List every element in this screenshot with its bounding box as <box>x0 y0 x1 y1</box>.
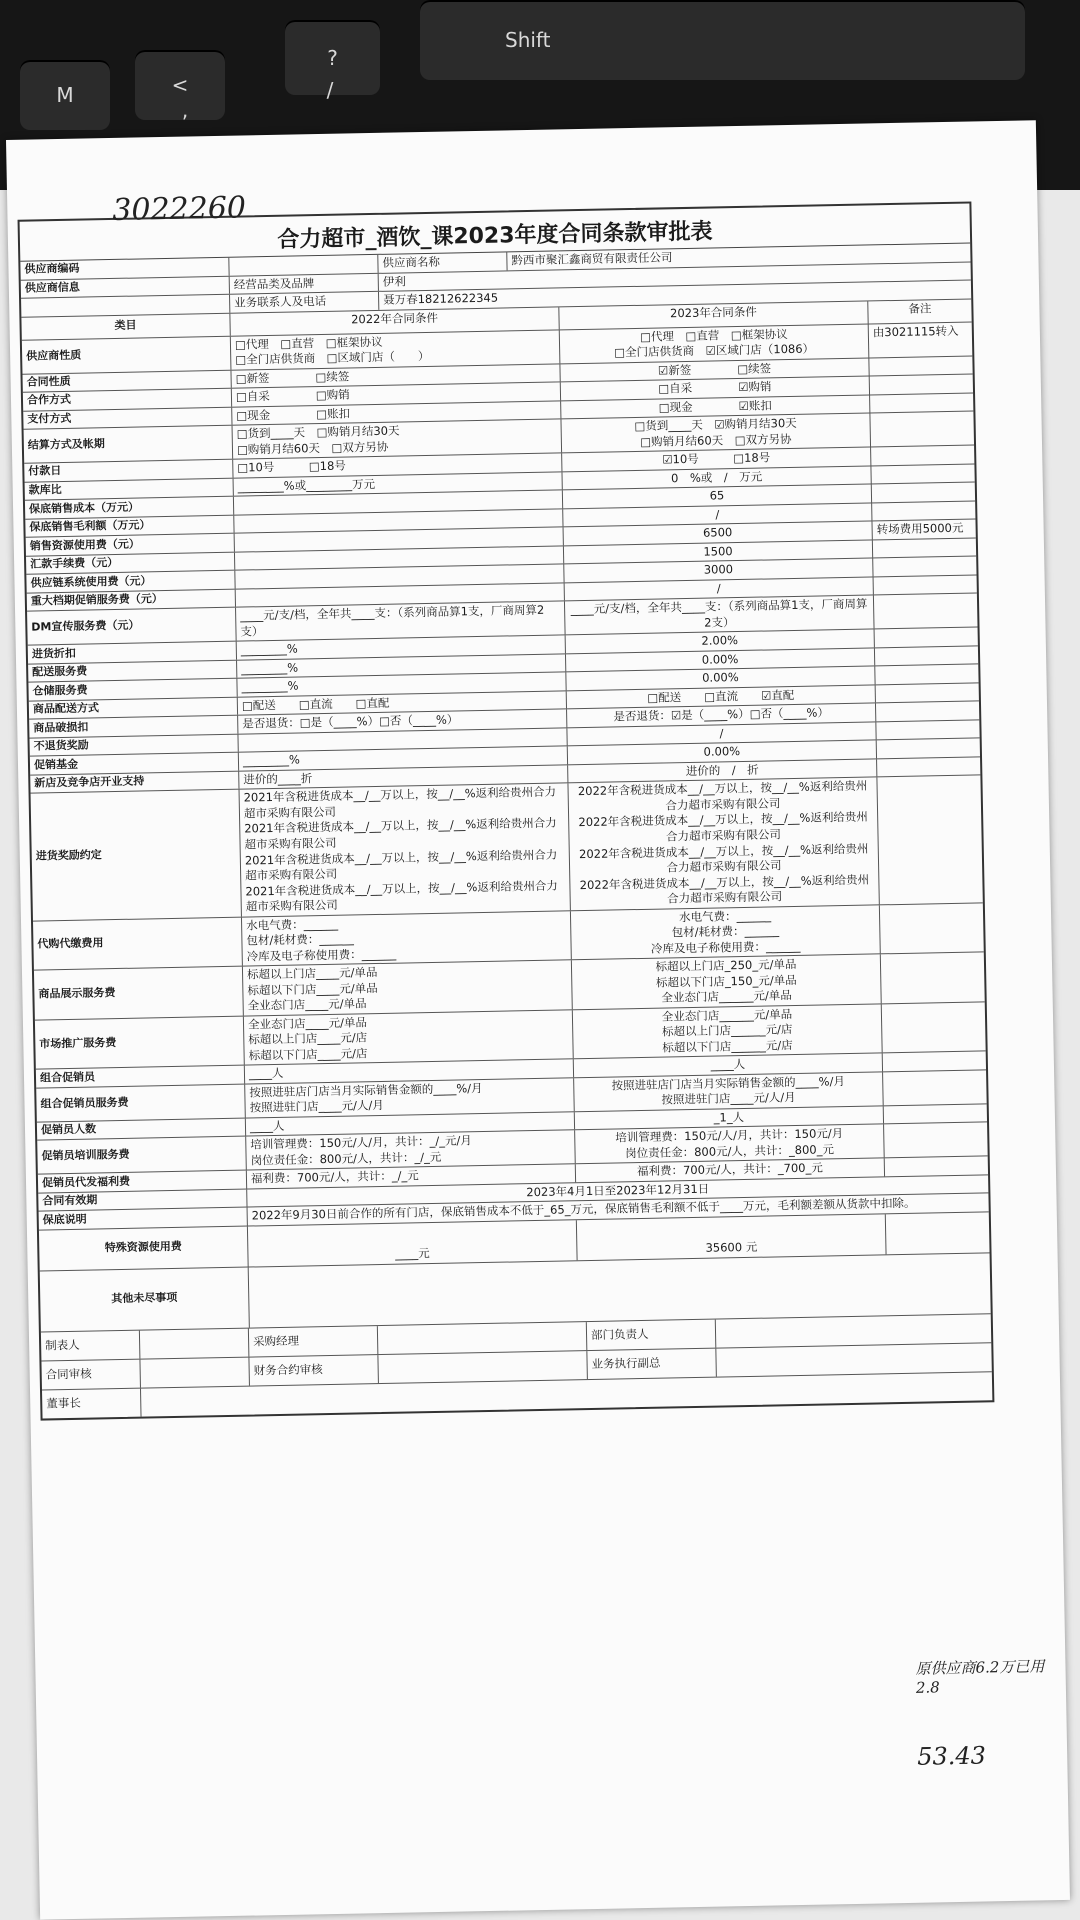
term-2022: 全业态门店____元/单品 标超以上门店____元/店 标超以下门店____元/店 <box>244 1010 574 1065</box>
term-note <box>884 1123 988 1158</box>
term-2023: □现金 ☑账扣 <box>561 395 870 418</box>
term-label: 合同性质 <box>23 370 232 392</box>
term-2023: ____人 <box>574 1054 883 1077</box>
term-2022: 按照进驻店门店当月实际销售金额的____%/月 按照进驻门店____元/人/月 <box>245 1078 575 1117</box>
term-2023: 进价的 / 折 <box>568 759 877 782</box>
term-label: 商品展示服务费 <box>34 967 244 1020</box>
term-note <box>874 594 978 629</box>
term-label: 组合促销员 <box>36 1066 245 1088</box>
term-label: 仓储服务费 <box>28 679 237 701</box>
purchase-mgr-signature <box>378 1322 587 1354</box>
header-note: 备注 <box>908 300 932 316</box>
term-2023: □货到____天 ☑购销月结30天 □购销月结60天 □双方另协 <box>561 414 871 453</box>
term-2022: □货到____天 □购销月结30天 □购销月结60天 □双方另协 <box>233 420 563 459</box>
term-label: 款库比 <box>25 478 234 500</box>
contact-value: 聂万春18212622345 <box>383 290 499 307</box>
key-shift: Shift <box>420 0 1025 80</box>
term-2022: □10号 □18号 <box>233 454 562 478</box>
maker-signature <box>140 1328 250 1358</box>
term-2022: 水电气费：______ 包材/耗材费：______ 冷库及电子称使用费：______ <box>242 911 572 966</box>
term-2023: 0.00% <box>568 741 877 764</box>
term-label: 保底销售成本（万元） <box>25 497 234 519</box>
term-2022: □现金 □账扣 <box>232 401 561 425</box>
key-slash: / <box>326 78 334 102</box>
term-label: 促销员人数 <box>37 1118 246 1140</box>
key-comma: , <box>181 98 189 122</box>
term-2023: □自采 ☑购销 <box>561 377 870 400</box>
chairman-label: 董事长 <box>42 1388 142 1418</box>
term-note <box>875 646 978 665</box>
special-fee-2023: 35600 元 <box>577 1214 887 1260</box>
term-2023: 6500 <box>564 522 873 545</box>
term-note <box>875 665 978 684</box>
term-note <box>885 1157 988 1176</box>
header-2022: 2022年合同条件 <box>230 307 559 335</box>
contact-label: 业务联系人及电话 <box>230 292 379 312</box>
term-label: 汇款手续费（元） <box>26 552 235 574</box>
term-note <box>873 538 976 557</box>
header-2023: 2023年合同条件 <box>559 301 868 329</box>
term-label: 结算方式及帐期 <box>24 426 234 463</box>
brand-value: 伊利 <box>382 273 406 289</box>
term-label: 促销员代发福利费 <box>38 1171 247 1193</box>
supplier-code-value-cell <box>229 255 378 275</box>
term-label: 新店及竞争店开业支持 <box>30 772 239 794</box>
term-label: 供应链系统使用费（元） <box>26 571 235 593</box>
term-2023: 0.00% <box>566 648 875 671</box>
term-note <box>877 776 982 904</box>
term-2022: ________% <box>237 636 566 660</box>
term-2022: □配送 □直流 □直配 <box>238 691 567 715</box>
term-2023: / <box>567 722 876 745</box>
term-2023: □代理 □直营 □框架协议 □全门店供货商 ☑区域门店（1086） <box>560 324 870 363</box>
term-2022: 是否退货：□是（____%）□否（____%） <box>238 710 567 734</box>
term-note <box>876 720 979 739</box>
term-2023: ____元/支/档，全年共____支：（系列商品算1支，厂商周算2支） <box>565 596 875 635</box>
dept-head-signature <box>716 1314 991 1347</box>
term-2023: 2.00% <box>566 630 875 653</box>
term-2022: ____人 <box>246 1112 575 1136</box>
term-note <box>882 1002 986 1053</box>
special-fee-note <box>886 1212 990 1254</box>
term-note <box>881 952 985 1003</box>
term-note <box>883 1052 986 1071</box>
term-note <box>871 464 974 483</box>
term-note: 转场费用5000元 <box>876 520 964 537</box>
term-label: 促销基金 <box>30 753 239 775</box>
term-label: 进货折扣 <box>28 642 237 664</box>
term-2023: 2022年含税进货成本__/__万以上，按__/__%返利给贵州合力超市采购有限公司 2022年含税进货成本__/__万以上，按__/__%返利给贵州合力超市采购有限公司 2022年含税进货成本__/__万以上，按__/__%返利给贵州合力超市采购有限公司 2022年含税进货成本__/__万以上，按__/__%返利给贵州合力超市采购有限公司 <box>568 778 879 910</box>
purchase-mgr-label: 采购经理 <box>249 1326 379 1356</box>
term-label: 保底销售毛利额（万元） <box>25 515 234 537</box>
term-label: 销售资源使用费（元） <box>26 534 235 556</box>
handwritten-amount: 53.43 <box>916 1741 987 1771</box>
approval-form <box>18 201 995 1420</box>
term-note <box>869 356 972 375</box>
key-lt: < <box>135 50 225 120</box>
term-2022: ____人 <box>245 1059 574 1083</box>
supplier-name-value: 黔西市聚汇鑫商贸有限责任公司 <box>511 250 673 268</box>
term-2022: ____元/支/档，全年共____支：（系列商品算1支，厂商周算2支） <box>236 602 566 641</box>
special-fee-2022: ____元 <box>248 1220 578 1266</box>
supplier-name-label: 供应商名称 <box>378 252 507 272</box>
term-2023: / <box>563 503 872 526</box>
term-2023: 0.00% <box>566 667 875 690</box>
handwritten-supplier-code: 3022260 <box>112 190 247 228</box>
term-label: 促销员培训服务费 <box>37 1137 247 1174</box>
term-label: 代购代缴费用 <box>33 917 243 970</box>
key-question: ? <box>285 20 380 95</box>
handwritten-balance-note: 原供应商6.2万已用2.8 <box>915 1657 1045 1697</box>
term-label: 不退货奖励 <box>29 735 238 757</box>
finance-signature <box>378 1351 587 1383</box>
term-2023: 3000 <box>564 559 873 582</box>
term-label: 商品配送方式 <box>29 698 238 720</box>
term-2023: 1500 <box>564 540 873 563</box>
form-title: 合力超市_酒饮_课2023年度合同条款审批表 <box>20 204 971 262</box>
brand-label: 经营品类及品牌 <box>230 273 379 293</box>
term-label: 付款日 <box>24 460 233 482</box>
term-note <box>876 683 979 702</box>
supplier-info-label: 供应商信息 <box>21 276 230 298</box>
term-2022: 进价的____折 <box>239 765 568 789</box>
term-2023: 福利费：700元/人，共计：_700_元 <box>576 1159 885 1182</box>
term-2022: □自采 □购销 <box>232 382 561 406</box>
guarantee-label: 保底说明 <box>39 1208 248 1230</box>
term-2023: 标超以上门店_250_元/单品 标超以下门店_150_元/单品 全业态门店______元/单品 <box>572 954 882 1008</box>
term-2023: ☑10号 □18号 <box>562 448 871 471</box>
term-note <box>880 903 984 954</box>
guarantee-value: 2022年9月30日前合作的所有门店，保底销售成本不低于_65_万元，保底销售毛利额不低于____万元，毛利额差额从货款中扣除。 <box>251 1196 916 1223</box>
term-2022: ________%或________万元 <box>234 472 563 496</box>
term-label: 支付方式 <box>23 407 232 429</box>
term-label: 配送服务费 <box>28 660 237 682</box>
term-note <box>876 702 979 721</box>
term-2022: 培训管理费：150元/人/月，共计：_/_元/月 岗位责任金：800元/人，共计：_/_元 <box>246 1131 576 1170</box>
term-2023: 水电气费：______ 包材/耗材费：______ 冷库及电子称使用费：______ <box>571 905 881 959</box>
term-2022: 2021年含税进货成本__/__万以上，按__/__%返利给贵州合力超市采购有限公司 2021年含税进货成本__/__万以上，按__/__%返利给贵州合力超市采购有限公司 2021年含税进货成本__/__万以上，按__/__%返利给贵州合力超市采购有限公司 2021年含税进货成本__/__万以上，按__/__%返利给贵州合力超市采购有限公司 <box>240 784 571 916</box>
term-2022: ________% <box>237 673 566 697</box>
vp-signature <box>716 1343 991 1376</box>
finance-label: 财务合约审核 <box>249 1355 379 1385</box>
term-note <box>870 375 973 394</box>
term-note <box>875 628 978 647</box>
term-note <box>870 393 973 412</box>
term-note <box>884 1104 987 1123</box>
term-2023: □配送 □直流 ☑直配 <box>567 685 876 708</box>
term-2022: □新签 □续签 <box>231 364 560 388</box>
term-2022: 标超以上门店____元/单品 标超以下门店____元/单品 全业态门店____元/单品 <box>243 960 573 1015</box>
term-note <box>872 483 975 502</box>
term-label: 进货奖励约定 <box>31 790 242 920</box>
term-label: 供应商性质 <box>22 336 232 373</box>
term-note <box>873 557 976 576</box>
term-2023: 是否退货：☑是（____%）□否（____%） <box>567 704 876 727</box>
term-label: 重大档期促销服务费（元） <box>27 589 236 611</box>
term-note <box>871 446 974 465</box>
term-2023: 65 <box>563 485 872 508</box>
category-header: 类目 <box>21 313 230 339</box>
term-label: 组合促销员服务费 <box>36 1084 246 1121</box>
dept-head-label: 部门负责人 <box>587 1319 717 1349</box>
supplier-code-label: 供应商编码 <box>20 258 229 280</box>
term-2022: ________% <box>239 747 568 771</box>
term-2023: 按照进驻店门店当月实际销售金额的____%/月 按照进驻门店____元/人/月 <box>574 1072 884 1111</box>
term-2023: / <box>565 577 874 600</box>
term-note: 由3021115转入 <box>872 323 959 339</box>
term-note <box>883 1070 987 1105</box>
term-note <box>870 412 974 447</box>
review-label: 合同审核 <box>41 1359 141 1389</box>
key-m: M <box>20 60 110 130</box>
term-2023: 全业态门店______元/单品 标超以上门店______元/店 标超以下门店______元/店 <box>573 1004 883 1058</box>
term-2022: 福利费：700元/人，共计：_/_元 <box>247 1165 576 1189</box>
term-2023: ☑新签 □续签 <box>560 358 869 381</box>
term-label: 商品破损扣 <box>29 716 238 738</box>
vp-label: 业务执行副总 <box>587 1348 717 1378</box>
other-label: 其他未尽事项 <box>40 1267 250 1331</box>
paper-document <box>6 120 1070 1919</box>
special-fee-label: 特殊资源使用费 <box>39 1226 249 1270</box>
term-note <box>877 739 980 758</box>
terms-table-body <box>22 322 988 1193</box>
contract-period-value: 2023年4月1日至2023年12月31日 <box>526 1181 710 1200</box>
terms-row <box>31 776 983 921</box>
term-2023: _1_人 <box>575 1106 884 1129</box>
term-note <box>877 757 980 776</box>
review-signature <box>140 1357 250 1387</box>
term-note <box>872 501 975 520</box>
term-label: 市场推广服务费 <box>35 1016 245 1069</box>
contract-period-label: 合同有效期 <box>38 1189 247 1211</box>
term-label: 合作方式 <box>23 389 232 411</box>
term-label: DM宣传服务费（元） <box>27 608 237 645</box>
term-2023: 培训管理费：150元/人/月，共计：150元/月 岗位责任金：800元/人，共计：_800_元 <box>575 1125 885 1164</box>
term-2023: 0 %或 / 万元 <box>562 466 871 489</box>
term-2022: □代理 □直营 □框架协议 □全门店供货商 □区域门店（ ） <box>231 330 561 369</box>
term-2022: ________% <box>237 654 566 678</box>
term-note <box>874 575 977 594</box>
maker-label: 制表人 <box>41 1330 141 1360</box>
